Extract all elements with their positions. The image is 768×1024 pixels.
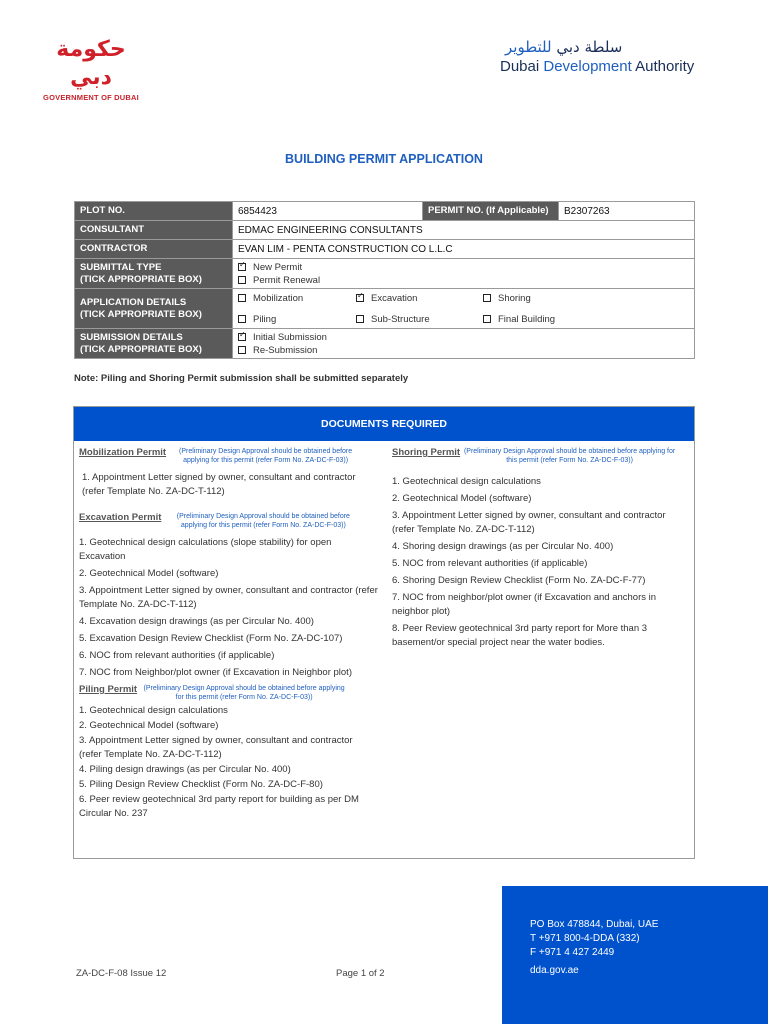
submission-details-label-line1: SUBMISSION DETAILS xyxy=(80,331,183,343)
page-title: BUILDING PERMIT APPLICATION xyxy=(285,152,483,166)
excavation-title: Excavation Permit xyxy=(79,512,162,523)
permit-form-table xyxy=(74,201,695,359)
excavation-note: (Preliminary Design Approval should be obtained before applying for this permit (refer Form No. ZA-DC-F-03)) xyxy=(176,513,350,529)
shoring-section-head xyxy=(392,447,690,465)
consultant-label: CONSULTANT xyxy=(75,221,233,240)
option-permit-renewal[interactable] xyxy=(238,274,689,287)
dda-name-1: Dubai xyxy=(500,58,540,75)
option-excavation[interactable] xyxy=(356,292,483,305)
list-item: 1. Appointment Letter signed by owner, consultant and contractor (refer Template No. ZA-DC-T-112) xyxy=(82,472,356,497)
initial-submission-label: Initial Submission xyxy=(253,331,327,343)
list-item: 7. NOC from neighbor/plot owner (if Excavation and anchors in neighbor plot) xyxy=(392,592,657,617)
initial-submission-checkbox[interactable] xyxy=(238,333,246,341)
application-details-label xyxy=(75,289,233,329)
mobilization-checkbox[interactable] xyxy=(238,294,246,302)
piling-note: (Preliminary Design Approval should be obtained before applying for this permit (refer Form No. ZA-DC-F-03)) xyxy=(143,685,345,701)
shoring-title: Shoring Permit xyxy=(392,447,461,458)
gov-logo-text: GOVERNMENT OF DUBAI xyxy=(43,93,139,102)
shoring-note: (Preliminary Design Approval should be obtained before applying for this permit (refer Form No. ZA-DC-F-03)) xyxy=(463,448,676,464)
list-item: 4. Piling design drawings (as per Circular No. 400) xyxy=(79,764,291,775)
documents-right-column xyxy=(392,447,690,653)
submittal-type-options xyxy=(233,259,695,289)
new-permit-label: New Permit xyxy=(253,261,303,273)
final-building-checkbox[interactable] xyxy=(483,315,491,323)
excavation-checkbox[interactable] xyxy=(356,294,364,302)
government-of-dubai-logo xyxy=(36,36,146,102)
permit-renewal-checkbox[interactable] xyxy=(238,276,246,284)
option-mobilization[interactable] xyxy=(238,292,356,305)
list-item: 4. Excavation design drawings (as per Circular No. 400) xyxy=(79,616,314,627)
piling-checkbox[interactable] xyxy=(238,315,246,323)
row-contractor xyxy=(75,240,695,259)
option-shoring[interactable] xyxy=(483,292,613,305)
list-item: 2. Geotechnical Model (software) xyxy=(79,568,219,579)
sub-structure-label: Sub-Structure xyxy=(371,313,430,325)
page-number: Page 1 of 2 xyxy=(336,968,385,979)
option-piling[interactable] xyxy=(238,313,356,326)
list-item: 8. Peer Review geotechnical 3rd party report for More than 3 basement/or special project near the water bodies. xyxy=(392,623,648,648)
list-item: 5. Piling Design Review Checklist (Form No. ZA-DC-F-80) xyxy=(79,779,323,790)
list-item: 3. Appointment Letter signed by owner, consultant and contractor (refer Template No. ZA-DC-T-112) xyxy=(79,735,353,760)
application-details-options xyxy=(233,289,695,329)
re-submission-label: Re-Submission xyxy=(253,344,318,356)
contractor-label: CONTRACTOR xyxy=(75,240,233,259)
option-re-submission[interactable] xyxy=(238,344,689,357)
gov-logo-arabic: حكومة دبي xyxy=(56,37,126,90)
application-details-label-line2: (TICK APPROPRIATE BOX) xyxy=(80,308,202,320)
sub-structure-checkbox[interactable] xyxy=(356,315,364,323)
list-item: 3. Appointment Letter signed by owner, consultant and contractor (refer Template No. ZA-DC-T-112) xyxy=(392,510,666,535)
list-item: 6. Peer review geotechnical 3rd party report for building as per DM Circular No. 237 xyxy=(79,794,359,819)
contractor-value[interactable]: EVAN LIM - PENTA CONSTRUCTION CO L.L.C xyxy=(233,240,695,259)
list-item: 7. NOC from Neighbor/plot owner (if Excavation in Neighbor plot) xyxy=(79,667,352,678)
shoring-checkbox[interactable] xyxy=(483,294,491,302)
submission-note: Note: Piling and Shoring Permit submission shall be submitted separately xyxy=(74,373,409,384)
documents-left-column xyxy=(79,447,379,822)
dda-arabic-2: للتطوير xyxy=(505,38,552,56)
mobilization-note: (Preliminary Design Approval should be obtained before applying for this permit (refer Form No. ZA-DC-F-03)) xyxy=(179,448,353,464)
mobilization-section-head xyxy=(79,447,379,465)
row-application-details xyxy=(75,289,695,329)
list-item: 1. Geotechnical design calculations xyxy=(79,705,228,716)
list-item: 6. NOC from relevant authorities (if applicable) xyxy=(79,650,275,661)
po-box: PO Box 478844, Dubai, UAE xyxy=(530,919,659,930)
option-new-permit[interactable] xyxy=(238,261,689,274)
dda-arabic-1: سلطة دبي xyxy=(556,38,623,56)
dda-name-3: Authority xyxy=(635,58,695,75)
option-sub-structure[interactable] xyxy=(356,313,483,326)
list-item: 2. Geotechnical Model (software) xyxy=(79,720,219,731)
row-submission-details xyxy=(75,329,695,359)
list-item: 6. Shoring Design Review Checklist (Form No. ZA-DC-F-77) xyxy=(392,575,646,586)
form-id: ZA-DC-F-08 Issue 12 xyxy=(76,968,167,979)
new-permit-checkbox[interactable] xyxy=(238,263,246,271)
list-item: 5. Excavation Design Review Checklist (Form No. ZA-DC-107) xyxy=(79,633,343,644)
list-item: 2. Geotechnical Model (software) xyxy=(392,493,532,504)
list-item: 1. Geotechnical design calculations (slope stability) for open Excavation xyxy=(79,537,332,562)
mobilization-label: Mobilization xyxy=(253,292,304,304)
permit-renewal-label: Permit Renewal xyxy=(253,274,321,286)
final-building-label: Final Building xyxy=(498,313,556,325)
permit-no-value[interactable]: B2307263 xyxy=(559,202,695,221)
option-initial-submission[interactable] xyxy=(238,331,689,344)
website-link[interactable]: dda.gov.ae xyxy=(530,965,579,976)
fax: F +971 4 427 2449 xyxy=(530,947,615,958)
piling-section-head xyxy=(79,684,379,702)
dda-logo xyxy=(500,38,740,75)
excavation-section-head xyxy=(79,512,379,530)
application-details-label-line1: APPLICATION DETAILS xyxy=(80,296,187,308)
dda-logo-english xyxy=(500,58,740,75)
consultant-value[interactable]: EDMAC ENGINEERING CONSULTANTS xyxy=(233,221,695,240)
submittal-type-label-line2: (TICK APPROPRIATE BOX) xyxy=(80,273,202,285)
submission-details-options xyxy=(233,329,695,359)
row-submittal-type xyxy=(75,259,695,289)
mobilization-title: Mobilization Permit xyxy=(79,447,167,458)
submittal-type-label-line1: SUBMITTAL TYPE xyxy=(80,261,162,273)
piling-title: Piling Permit xyxy=(79,684,138,695)
telephone: T +971 800-4-DDA (332) xyxy=(530,933,640,944)
permit-no-label: PERMIT NO. (If Applicable) xyxy=(423,202,559,221)
submission-details-label-line2: (TICK APPROPRIATE BOX) xyxy=(80,343,202,355)
option-final-building[interactable] xyxy=(483,313,613,326)
excavation-label: Excavation xyxy=(371,292,418,304)
list-item: 3. Appointment Letter signed by owner, consultant and contractor (refer Template No. ZA-DC-T-112) xyxy=(79,585,378,610)
plot-no-value[interactable]: 6854423 xyxy=(233,202,423,221)
dda-name-2: Development xyxy=(543,58,632,75)
shoring-label: Shoring xyxy=(498,292,531,304)
row-consultant xyxy=(75,221,695,240)
submittal-type-label xyxy=(75,259,233,289)
plot-no-label: PLOT NO. xyxy=(75,202,233,221)
list-item: 4. Shoring design drawings (as per Circular No. 400) xyxy=(392,541,614,552)
documents-required-header: DOCUMENTS REQUIRED xyxy=(74,407,694,441)
documents-required-box xyxy=(73,406,695,859)
contact-box xyxy=(502,886,768,1024)
re-submission-checkbox[interactable] xyxy=(238,346,246,354)
row-plot xyxy=(75,202,695,221)
list-item: 5. NOC from relevant authorities (if applicable) xyxy=(392,558,588,569)
list-item: 1. Geotechnical design calculations xyxy=(392,476,541,487)
piling-label: Piling xyxy=(253,313,277,325)
dda-logo-arabic xyxy=(500,38,655,56)
submission-details-label xyxy=(75,329,233,359)
